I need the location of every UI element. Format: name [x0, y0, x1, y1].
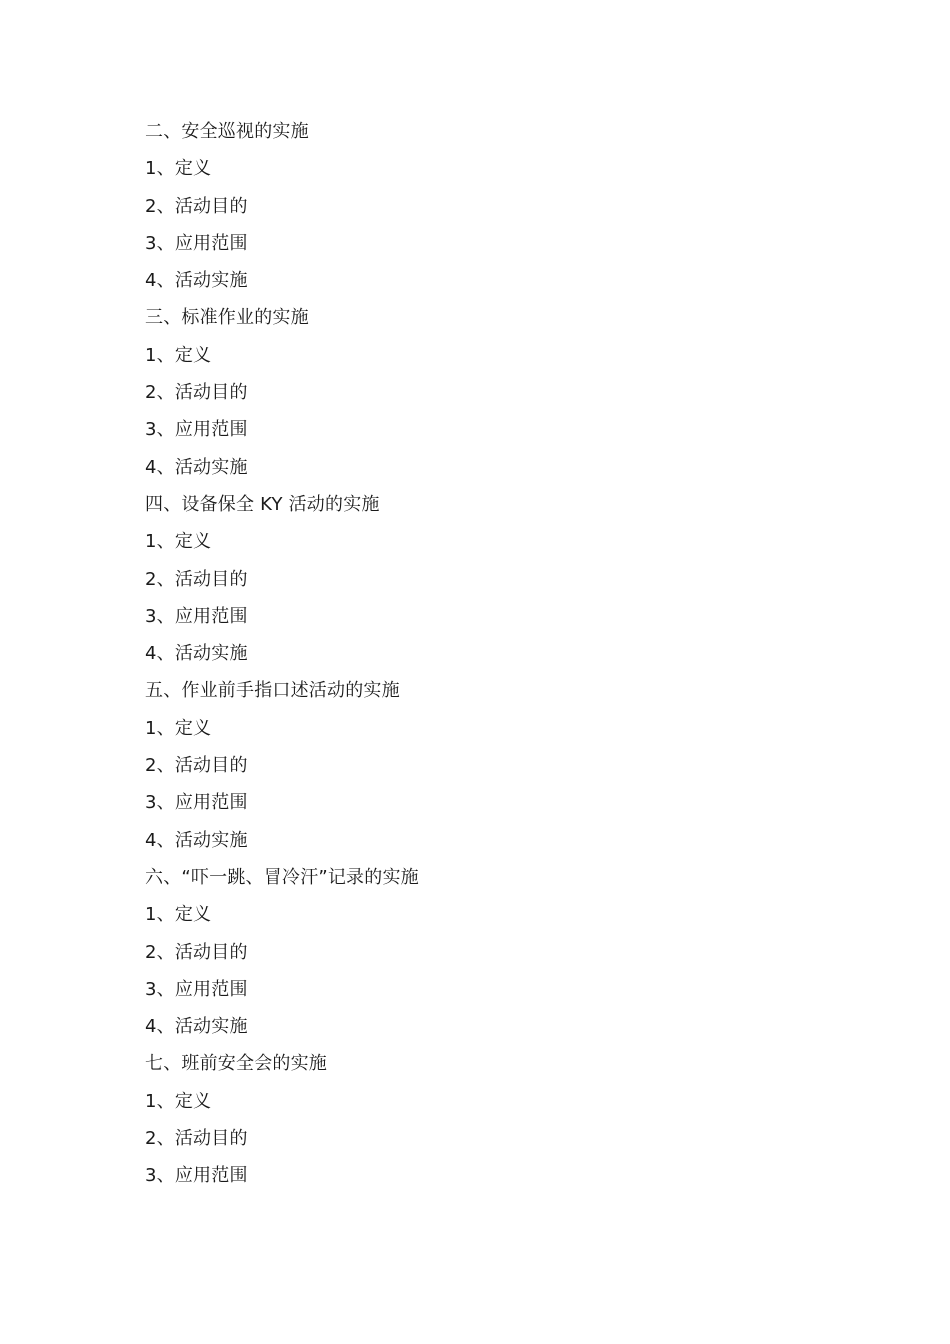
section-heading-5: 五、作业前手指口述活动的实施	[145, 680, 400, 702]
section-heading-2: 二、安全巡视的实施	[145, 121, 309, 142]
subsection-implementation: 4、活动实施	[145, 1016, 248, 1038]
subsection-implementation: 4、活动实施	[145, 456, 248, 478]
section-heading-7: 七、班前安全会的实施	[145, 1053, 327, 1075]
subsection-scope: 3、应用范围	[145, 232, 248, 254]
document-outline	[145, 113, 419, 1195]
section-heading-3: 三、标准作业的实施	[145, 307, 309, 329]
subsection-scope: 3、应用范围	[145, 978, 248, 1000]
subsection-purpose: 2、活动目的	[145, 941, 248, 963]
subsection-purpose: 2、活动目的	[145, 195, 248, 217]
section-heading-4: 四、设备保全 KY 活动的实施	[145, 493, 380, 515]
subsection-scope: 3、应用范围	[145, 1165, 248, 1187]
subsection-definition: 1、定义	[145, 531, 212, 553]
subsection-implementation: 4、活动实施	[145, 829, 248, 851]
subsection-definition: 1、定义	[145, 1090, 212, 1112]
section-heading-6: 六、“吓一跳、冒冷汗”记录的实施	[145, 866, 419, 888]
subsection-scope: 3、应用范围	[145, 605, 248, 627]
subsection-scope: 3、应用范围	[145, 792, 248, 814]
subsection-purpose: 2、活动目的	[145, 755, 248, 777]
subsection-purpose: 2、活动目的	[145, 1128, 248, 1150]
subsection-definition: 1、定义	[145, 717, 212, 739]
subsection-scope: 3、应用范围	[145, 419, 248, 441]
subsection-definition: 1、定义	[145, 344, 212, 366]
subsection-implementation: 4、活动实施	[145, 270, 248, 292]
subsection-purpose: 2、活动目的	[145, 568, 248, 590]
subsection-definition: 1、定义	[145, 158, 212, 180]
subsection-definition: 1、定义	[145, 904, 212, 926]
subsection-implementation: 4、活动实施	[145, 643, 248, 665]
subsection-purpose: 2、活动目的	[145, 382, 248, 404]
